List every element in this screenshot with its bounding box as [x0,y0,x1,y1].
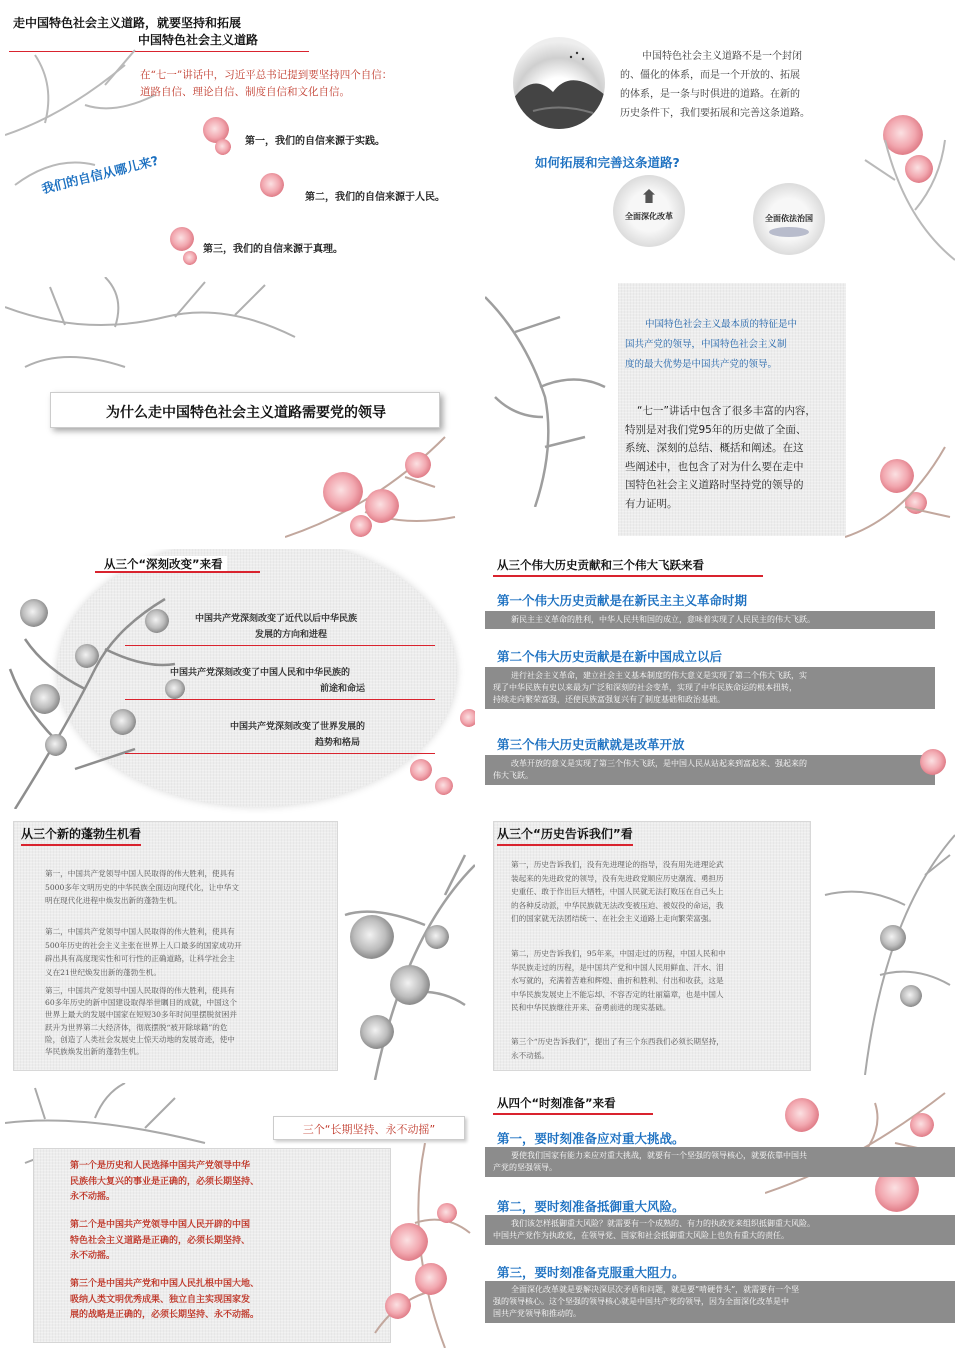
grey-blossom-icon [75,644,99,668]
preparation-heading-2: 第二，要时刻准备抵御重大风险。 [497,1199,685,1214]
header-underline [95,571,260,573]
pink-blossom-icon [785,1098,819,1132]
paragraph-1: 第一个是历史和人民选择中国共产党领导中华 民族伟大复兴的事业是正确的，必须长期坚持、 永不动摇。 [70,1161,260,1202]
branch-icon [845,437,955,542]
intro-text: 在“七一”讲话中，习近平总书记提到要坚持四个自信： 道路自信、理论自信、制度自信和文化自信。 [140,69,393,98]
pink-blossom-icon [920,749,946,775]
pink-blossom-icon [350,515,372,537]
contribution-body-2: 进行社会主义革命，建立社会主义基本制度的伟大意义是实现了第二个伟大飞跃，实 现了中华民族有史以来最为广泛和深刻的社会变革，实现了中华民族命运的根本扭转， 持续走向繁荣富强，还使民族富强复兴有了制度基础和政治基础。 [485,667,935,709]
paragraph-2: 第二个是中国共产党领导中国人民开辟的中国 特色社会主义道路是正确的，必须长期坚持、 永不动摇。 [70,1220,251,1261]
branch-icon [845,100,955,270]
preparation-body-3: 全面深化改革就是要解决深层次矛盾和问题，就是要“啃硬骨头”，就需要有一个坚 强的领导核心。这个坚强的领导核心就是中国共产党的领导，因为全面深化改革是中 国共产党领导和推动的。 [485,1281,955,1323]
question-label: 我们的自信从哪儿来? [40,152,160,197]
slide-8 [485,815,955,1080]
pink-blossom-icon [385,1293,411,1319]
pink-blossom-icon [410,759,432,781]
branch-icon [335,835,475,1080]
slide-9 [5,1083,475,1348]
slide-header: 从三个伟大历史贡献和三个伟大飞跃来看 [497,558,704,572]
paragraph-2: “七一”讲话中包含了很多丰富的内容， 特别是对我们党95年的历史做了全面、 系统、深刻的总结、概括和阐述。在这 些阐述中，也包含了对为什么要在走中 国特色社会主义道路时坚持党的领导的 有力证明。 [625,405,816,510]
grey-blossom-icon [880,925,906,951]
grey-blossom-icon [425,925,449,949]
divider-3 [125,753,435,754]
change-item-1: 中国共产党深刻改变了近代以后中华民族 发展的方向和进程 [195,614,358,640]
preparation-heading-1: 第一，要时刻准备应对重大挑战。 [497,1131,685,1146]
preparation-heading-3: 第三，要时刻准备克服重大阻力。 [497,1265,685,1280]
paragraph-2: 第二，中国共产党领导中国人民取得的伟大胜利，使具有 500年历史的社会主义主张在世界上人口最多的国家成功开 辟出具有高度现实性和可行性的正确道路，让科学社会主 义在21世纪焕发出新的蓬勃生机。 [45,927,242,977]
pink-blossom-icon [405,452,431,478]
pink-blossom-icon [460,709,475,727]
pink-blossom-icon [910,1113,934,1137]
pink-blossom-icon [415,1263,447,1295]
pink-blossom-icon [260,173,284,197]
branch-icon [485,277,625,507]
slide-title: 走中国特色社会主义道路，就要坚持和拓展 中国特色社会主义道路 [13,16,259,47]
grey-blossom-icon [145,609,169,633]
contribution-body-1: 新民主主义革命的胜利，中华人民共和国的成立，意味着实现了人民民主的伟大飞跃。 [485,611,935,629]
contribution-body-3: 改革开放的意义是实现了第三个伟大飞跃，是中国人民从站起来到富起来、强起来的 伟大飞跃。 [485,755,935,785]
slide-4 [485,277,955,542]
slide-header: 从三个“深刻改变”来看 [100,556,227,572]
pink-blossom-icon [170,227,194,251]
paragraph-3: 第三个“历史告诉我们”，提出了有三个东西我们必须长期坚持， 永不动摇。 [511,1037,724,1060]
slide-3 [5,277,475,542]
paragraph-1: 第一，历史告诉我们，没有先进理论的指导，没有用先进理论武 装起来的先进政党的领导，没有先进政党顺应历史潮流、勇担历 史重任、敢于作出巨大牺牲，中国人民就无法打败压在自己头上 的各种反动派，中华民族就无法改变被压迫、被奴役的命运，我 们的国家就无法团结统一、在社会主义道路上走向繁荣富强。 [511,860,724,923]
branch-icon [805,825,955,1075]
contribution-heading-3: 第三个伟大历史贡献就是改革开放 [497,737,685,752]
slide-header: 从三个“历史告诉我们”看 [497,825,633,846]
slide-10 [485,1083,955,1348]
pink-blossom-icon [183,251,197,265]
pink-blossom-icon [215,139,231,155]
paragraph-3: 第三，中国共产党领导中国人民取得的伟大胜利，使具有 60多年历史的新中国建设取得举世瞩目的成就，中国这个 世界上最大的发展中国家在短短30多年时间里摆脱贫困并 跃升为世界第二大经济体，彻底摆脱“被开除球籍”的危 险，创造了人类社会发展史上惊天动地的发展奇迹，使中 华民族焕发出新的蓬勃生机。 [45,986,237,1057]
circle-reform: 全面深化改革 [613,175,685,247]
grey-blossom-icon [45,734,67,756]
divider-2 [125,699,435,700]
slide-title: 为什么走中国特色社会主义道路需要党的领导 [106,405,386,421]
slide-header: 从三个新的蓬勃生机看 [21,825,141,846]
grey-blossom-icon [900,985,922,1007]
grey-blossom-icon [110,709,136,735]
header-underline [493,1113,653,1115]
ink-landscape-icon [769,227,809,237]
slide-1 [5,5,475,270]
grey-blossom-icon [30,684,60,714]
paragraph-1: 第一，中国共产党领导中国人民取得的伟大胜利，使具有 5000多年文明历史的中华民族全面迈向现代化，让中华文 明在现代化进程中焕发出新的蓬勃生机。 [45,869,239,905]
point-2: 第二，我们的自信来源于人民。 [305,192,445,203]
grey-blossom-icon [20,599,48,627]
pagoda-icon [643,189,655,203]
ink-landscape-icon [513,37,605,129]
circle-law: 全面依法治国 [753,183,825,255]
slide-header: 从四个“时刻准备”来看 [497,1096,616,1110]
slide-6 [485,549,955,814]
pink-blossom-icon [435,777,453,795]
slide-header: 三个“长期坚持、永不动摇” [302,1123,436,1136]
header-box [273,1116,465,1140]
branch-icon [285,417,475,542]
pink-blossom-icon [437,1203,457,1223]
pink-blossom-icon [365,489,399,523]
change-item-2: 中国共产党深刻改变了中国人民和中华民族的 前途和命运 [170,668,366,694]
contribution-heading-2: 第二个伟大历史贡献是在新中国成立以后 [497,649,723,664]
intro-text: 中国特色社会主义道路不是一个封闭 的、僵化的体系，而是一个开放的、拓展 的体系，是一条与时俱进的道路。在新的 历史条件下，我们要拓展和完善这条道路。 [620,51,810,119]
preparation-body-2: 我们该怎样抵御重大风险？就需要有一个成熟的、有力的执政党来组织抵御重大风险。 中国共产党作为执政党，在领导党、国家和社会抵御重大风险上也负有重大的责任。 [485,1215,955,1245]
header-underline [493,575,763,577]
divider-1 [125,645,435,646]
slide-7 [5,815,475,1080]
paragraph-2: 第二，历史告诉我们，95年来，中国走过的历程，中国人民和中 华民族走过的历程，是中国共产党和中国人民用鲜血、汗水、泪 水写就的，充满着苦难和辉煌、曲折和胜利、付出和收获，这是 中华民族发展史上不能忘却、不容否定的壮丽篇章，也是中国人 民和中华民族继往开来、奋勇前进的现实基础。 [511,949,726,1012]
point-3: 第三，我们的自信来源于真理。 [203,244,343,255]
grey-blossom-icon [350,915,394,959]
grey-blossom-icon [390,965,430,1005]
point-1: 第一，我们的自信来源于实践。 [245,136,385,147]
preparation-body-1: 要使我们国家有能力来应对重大挑战，就要有一个坚强的领导核心，就要依靠中国共 产党的坚强领导。 [485,1147,955,1177]
change-item-3: 中国共产党深刻改变了世界发展的 趋势和格局 [230,722,366,748]
contribution-heading-1: 第一个伟大历史贡献是在新民主主义革命时期 [497,593,748,608]
pink-blossom-icon [323,472,363,512]
paragraph-3: 第三个是中国共产党和中国人民扎根中国大地、 吸纳人类文明优秀成果、独立自主实现国家发 展的战略是正确的，必须长期坚持、永不动摇。 [70,1279,260,1320]
slide-5 [5,549,475,814]
grey-blossom-icon [360,1015,394,1049]
question-label: 如何拓展和完善这条道路? [535,155,680,170]
pink-blossom-icon [390,1223,428,1261]
slide-2 [485,5,955,270]
paragraph-1: 中国特色社会主义最本质的特征是中 国共产党的领导，中国特色社会主义制 度的最大优势是中国共产党的领导。 [625,319,798,370]
